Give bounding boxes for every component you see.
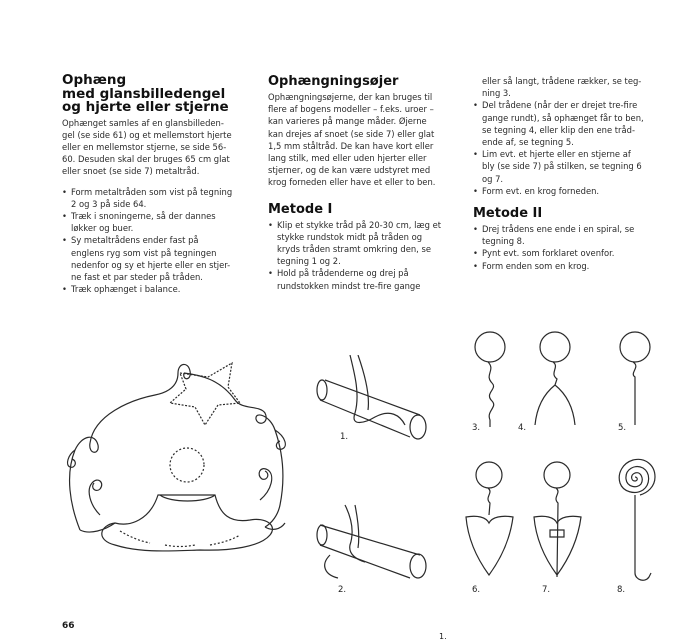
method-2-list	[473, 223, 663, 272]
text-line: 60. Desuden skal der bruges 65 cm glat	[62, 154, 230, 165]
page-number: 66	[62, 621, 75, 631]
method-2-heading: Metode II	[473, 206, 543, 222]
method-1-heading: Metode I	[268, 201, 333, 217]
figure-label-2: 2.	[338, 585, 347, 595]
angel-ornament-illustration	[60, 355, 320, 565]
column-3	[473, 75, 663, 272]
figure-label-4: 4.	[518, 423, 527, 433]
intro-paragraph	[62, 117, 252, 178]
wire-frame	[70, 364, 191, 530]
section-heading-ophaeng	[62, 74, 252, 115]
spiral	[619, 459, 655, 495]
figure-label-6: 6.	[472, 585, 481, 595]
stray-mark: 1.	[439, 632, 447, 641]
column-2	[268, 74, 463, 292]
instruction-list	[62, 186, 252, 296]
figure-label-7: 7.	[542, 585, 551, 595]
figure-label-8: 8.	[617, 585, 626, 595]
list-item: • Drej trådens ene ende i en spiral, se tegning 8.	[473, 223, 663, 247]
list-item: • Pynt evt. som forklaret ovenfor.	[473, 247, 663, 259]
list-item: • Form enden som en krog.	[473, 260, 663, 272]
list-item: • Del trådene (når der er drejet tre-fire gange rundt), så ophænget får to ben, se tegning 4, eller klip den ene tråd- ende af, se tegning 5.	[473, 99, 663, 148]
section-heading-ophaengningsoejer: Ophængningsøjer	[268, 74, 399, 89]
figure-label-3: 3.	[472, 423, 481, 433]
figure-label-5: 5.	[618, 423, 627, 433]
figure-8-spiral-hook	[605, 455, 665, 590]
heading-line: og hjerte eller stjerne	[62, 99, 229, 115]
continuation-list	[473, 99, 663, 197]
heart-shape	[466, 516, 513, 575]
list-item: • Træk i snoningerne, så der dannes løkker og buer.	[62, 210, 252, 234]
list-item: • Træk ophænget i balance.	[62, 283, 252, 295]
heading-line: Ophæng	[62, 72, 127, 88]
text-line: Ophænget samles af en glansbilleden-	[62, 117, 224, 128]
list-item: • Hold på trådenderne og drej på rundstokken mindst tre-fire gange	[268, 267, 463, 291]
column-1	[62, 74, 252, 295]
figure-6-eye-heart	[462, 455, 517, 585]
figure-7-eye-heart-stem	[530, 455, 585, 585]
figure-4-eye-two-legs	[525, 325, 585, 430]
text-line: gel (se side 61) og et mellemstort hjerte	[62, 129, 232, 140]
list-item: • Form evt. en krog forneden.	[473, 185, 663, 197]
list-item: • Sy metaltrådens ender fast på englens ryg som vist på tegningen nedenfor og sy et hjerte eller en stjer- ne fast et par steder på tråden.	[62, 234, 252, 283]
continuation-text: eller så langt, trådene rækker, se teg- ning 3.	[482, 76, 642, 99]
wire-frame-right	[184, 373, 283, 527]
figure-3-eye-twisted	[470, 325, 510, 430]
text-line: eller snoet (se side 7) metaltråd.	[62, 166, 200, 177]
figure-5-eye-single-stem	[615, 325, 655, 430]
angel-head	[170, 448, 204, 482]
heading-line: med glansbilledengel	[62, 85, 226, 102]
figure-2-rod-wire-twisted	[310, 500, 460, 590]
angel-body	[102, 495, 273, 551]
list-item: • Form metaltråden som vist på tegning 2 og 3 på side 64.	[62, 186, 252, 210]
method-1-list	[268, 219, 463, 292]
figure-label-1: 1.	[340, 432, 349, 442]
text-line: eller en mellemstor stjerne, se side 56-	[62, 141, 227, 152]
list-item: • Lim evt. et hjerte eller en stjerne af bly (se side 7) på stilken, se tegning 6 og 7.	[473, 148, 663, 185]
list-item: • Klip et stykke tråd på 20-30 cm, læg et stykke rundstok midt på tråden og kryds tråden stramt omkring den, se tegning 1 og 2.	[268, 219, 463, 268]
intro-paragraph: Ophængningsøjerne, der kan bruges til flere af bogens modeller – f.eks. uroer – kan varieres på mange måder. Øjerne kan drejes af snoet (se side 7) eller glat 1,5 mm ståltråd. De kan have kort eller lang stilk, med eller uden hjerter eller stjerner, og de kan være udstyret med krog forneden eller have et eller to ben.	[268, 92, 436, 188]
figure-1-rod-wire	[310, 355, 460, 455]
